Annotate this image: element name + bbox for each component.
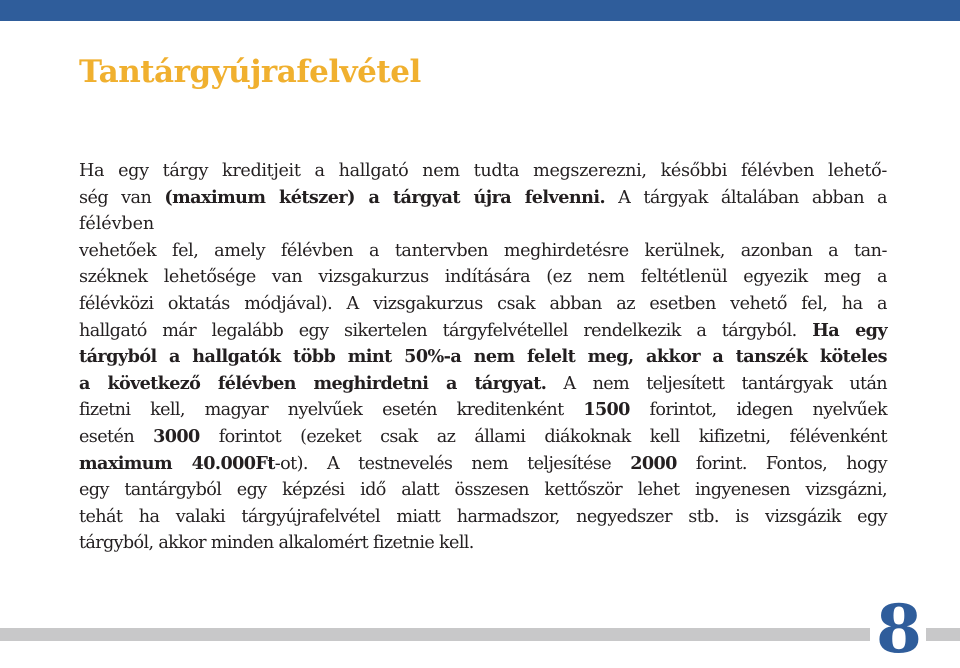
text-segment: forint. Fontos, hogy [676,453,887,474]
page-title: Tantárgyújrafelvétel [79,54,421,90]
text-segment: tárgyból, akkor minden alkalomért fizetnie kell. [79,533,474,554]
text-line [79,238,887,265]
text-segment: Ha egy tárgy kreditjeit a hallgató nem tudta megszerezni, későbbi félévben lehető- [79,161,887,181]
text-segment: félévközi oktatás módjával). A vizsgakurzus csak abban az esetben vehető fel, ha a [79,293,887,314]
text-segment: félévben [79,214,155,235]
text-line [79,451,887,478]
text-line [79,424,887,451]
bottom-accent-bar [0,628,870,641]
bottom-accent-bar-right [926,628,960,641]
body-paragraph [79,158,887,557]
text-line [79,530,887,557]
page-number: 8 [876,590,922,668]
bold-text-segment: tárgyból a hallgatók több mint 50%-a nem felelt meg, akkor a tanszék köteles [79,346,887,368]
bold-text-segment: 1500 [583,399,630,421]
text-line [79,318,887,345]
bold-text-segment: (maximum kétszer) a tárgyat újra felvenni. [164,186,606,208]
text-line [79,477,887,504]
text-segment: forintot (ezeket csak az állami diákoknak kell kifizetni, félévenként [199,426,888,447]
text-line [79,264,887,291]
text-segment: fizetni kell, magyar nyelvűek esetén kreditenként [79,400,584,421]
text-line [79,504,887,531]
text-segment: vehetőek fel, amely félévben a tantervben meghirdetésre kerülnek, azonban a tan- [79,240,887,261]
text-segment: A nem teljesített tantárgyak után [546,373,887,394]
text-line [79,211,887,238]
text-line [79,185,887,212]
text-segment: tehát ha valaki tárgyújrafelvétel miatt harmadszor, negyedszer stb. is vizsgázik egy [79,506,887,527]
text-segment: -ot). A testnevelés nem teljesítése [274,453,631,474]
bold-text-segment: Ha egy [812,319,887,341]
text-segment: egy tantárgyból egy képzési idő alatt összesen kettőször lehet ingyenesen vizsgázni, [79,480,887,501]
bold-text-segment: 2000 [630,452,677,474]
text-segment: ség van [79,187,165,208]
text-segment: hallgató már legalább egy sikertelen tárgyfelvétellel rendelkezik a tárgyból. [79,320,813,341]
bold-text-segment: maximum 40.000Ft [79,452,275,474]
text-line [79,291,887,318]
text-segment: széknek lehetősége van vizsgakurzus indítására (ez nem feltétlenül egyezik meg a [79,267,887,288]
text-line [79,158,887,185]
text-segment: A tárgyak általában abban a [605,187,888,208]
text-line [79,344,887,371]
text-line [79,397,887,424]
bold-text-segment: 3000 [153,425,200,447]
top-accent-bar [0,0,960,21]
text-segment: esetén [79,426,154,447]
bold-text-segment: a következő félévben meghirdetni a tárgyat. [79,372,547,394]
text-segment: forintot, idegen nyelvűek [629,400,888,421]
text-line [79,371,887,398]
